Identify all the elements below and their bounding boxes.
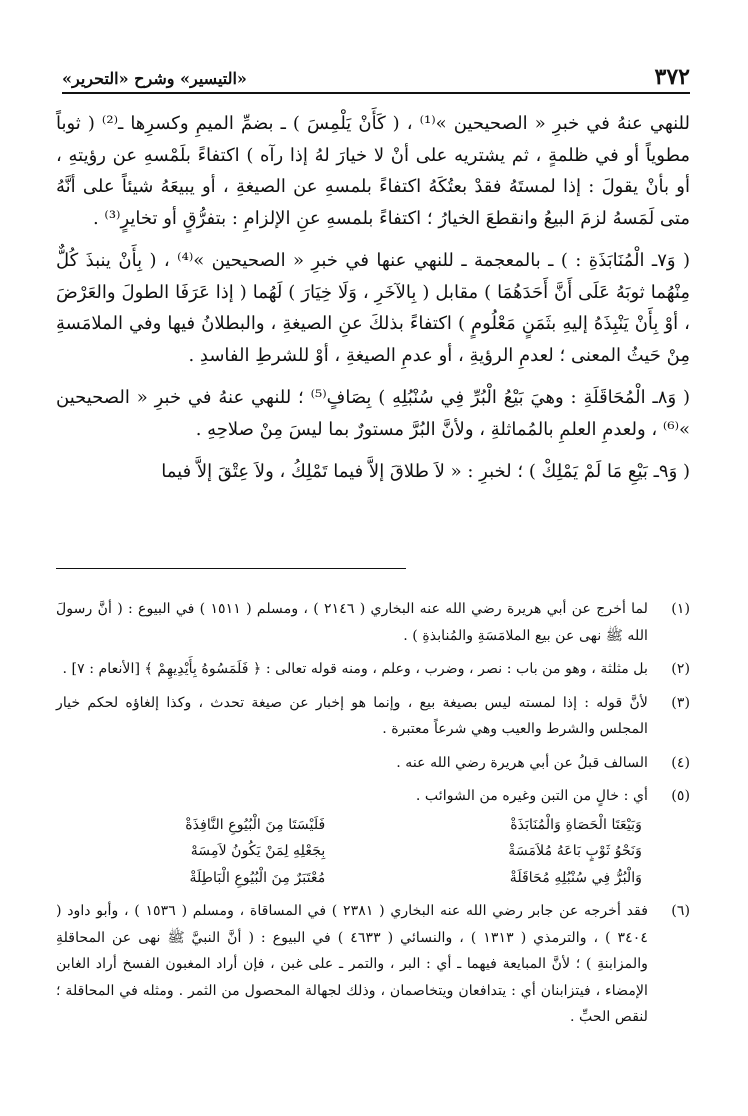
footnote-text: أي : خالٍ من التبن وغيره من الشوائب .: [415, 788, 648, 804]
paragraph: للنهي عنهُ في خبرِ « الصحيحين »⁽¹⁾ ، ( كَأَنْ يَلْمِسَ ) ـ بضمِّ الميمِ وكسرِها ـ⁽²⁾ ( ثوباً مطوياً أو في ظلمةٍ ، ثم يشتريه على أنْ لا خيارَ لهُ إذا رآه ) اكتفاءً بلَمْسهِ عن رؤيتهِ ، أو بأنْ يقولَ : إذا لمستَهُ فقدْ بعتُكَهُ اكتفاءً بلمسهِ عن الصيغةِ ، أو يبيعَهُ شيئاً على أنَّهُ متى لَمَسهُ لزمَ البيعُ وانقطعَ الخيارُ ؛ اكتفاءً بلمسهِ عنِ الإلزامِ : بتفرُّقٍ أو تخايرٍ⁽³⁾ .: [56, 113, 690, 229]
verse-first-hemistich: وَنَحْوُ ثَوْبٍ بَاعَهُ مُلاَمَسَةْ: [508, 843, 642, 859]
footnote-text: فقد أخرجه عن جابر رضي الله عنه البخاري ( ٢٣٨١ ) في المساقاة ، ومسلم ( ١٥٣٦ ) ، وأبو داود ( ٣٤٠٤ ) ، والترمذي ( ١٣١٣ ) ، والنسائي ( ٤٦٣٣ ) في البيوع : ( أنَّ النبيَّ ﷺ نهى عن المحاقلةِ والمزابنةِ ) ؛ لأنَّ المبايعة فيهما ـ أي : البر ، والتمر ـ على غبن ، فإن أراد المغبون الفسخ أراد الغابن الإمضاء ، فيتزابنان أي : يتدافعان ويتخاصمان ، وذلك لجهالة المحصول من الثمر . ومثله في المحاقلة ؛ لنقص الحبِّ .: [56, 903, 648, 1025]
poem: [56, 812, 648, 892]
footnote-number: (٤): [671, 754, 690, 771]
footnote-text: لأنَّ قوله : إذا لمسته ليس بصيغة بيع ، وإنما هو إخبار عن صيغة تحدث ، وكذا إلغاؤه لحكم خيار المجلس والشرط والعيب وهي شرعاً معتبرة .: [56, 694, 648, 737]
footnote-text: لما أخرج عن أبي هريرة رضي الله عنه البخاري ( ٢١٤٦ ) ، ومسلم ( ١٥١١ ) في البيوع : ( أنَّ رسولَ الله ﷺ نهى عن بيع الملامَسَةِ والمُنابذةِ ) .: [56, 601, 648, 644]
footnote-number: (٦): [671, 903, 690, 919]
footnotes: [56, 596, 690, 1038]
footnote-number: (١): [671, 601, 690, 617]
footnote-text: السالف قبلُ عن أبي هريرة رضي الله عنه .: [396, 754, 648, 771]
footnote-text: بل مثلثة ، وهو من باب : نصر ، وضرب ، وعلم ، ومنه قوله تعالى : ﴿ فَلَمَسُوهُ بِأَيْدِيهِمْ ﴾ [الأنعام : ٧] .: [62, 661, 648, 677]
verse-second-hemistich: بِجَعْلِهِ لِمَنْ يَكُونُ لاَمِسَهْ: [190, 843, 326, 859]
page-number: ٣٧٢: [654, 64, 690, 90]
paragraph: ( وَ٨ـ الْمُحَاقَلَةِ : وهيَ بَيْعُ الْبُرِّ فِي سُنْبُلِهِ ) بِصَافٍ⁽⁵⁾ ؛ للنهي عنهُ في خبرِ « الصحيحين »⁽⁶⁾ ، ولعدمِ العلمِ بالمُماثلةِ ، ولأنَّ البُرَّ مستورٌ بما ليسَ مِنْ صلاحِهِ .: [56, 387, 691, 440]
footnote-number: (٥): [671, 788, 690, 804]
footnote: [56, 690, 690, 743]
footnote-body: [56, 783, 648, 891]
footnote-number: (٢): [671, 661, 690, 677]
paragraph: ( وَ٧ـ الْمُنَابَذَةِ : ) ـ بالمعجمة ـ للنهي عنها في خبرِ « الصحيحين »⁽⁴⁾ ، ( بِأَنْ ينبذَ كُلٌّ مِنْهُما ثوبَهُ عَلَى أَنَّ أَحَدَهُمَا ) مقابل ( بِالآخَرِ ، وَلَا خِيَارَ ) لَهُما ( إذا عَرَفَا الطولَ والعَرْضَ ، أوْ بِأَنْ يَنْبِذَهُ إليهِ بثَمَنٍ مَعْلُومٍ ) اكتفاءً بذلكَ عنِ الصيغةِ ، والبطلانُ فيها وفي الملامَسةِ مِنْ حَيثُ المعنى ؛ لعدمِ الرؤيةِ ، أو عدمِ الصيغةِ ، أوْ للشرطِ الفاسدِ .: [56, 250, 690, 366]
verse-second-hemistich: فَلَيْسَتَا مِنَ الْبُيُوعِ النَّافِذَةْ: [185, 816, 326, 833]
main-text: [56, 108, 690, 499]
poem-verse: [56, 812, 648, 839]
footnote: [56, 596, 690, 649]
verse-first-hemistich: وَالْبُرُّ فِي سُنْبُلِهِ مُحَاقَلَةْ: [509, 869, 642, 886]
footnote-separator: [56, 568, 406, 569]
verse-first-hemistich: وَبَيْعَتَا الْحَصَاةِ وَالْمُنَابَذَةْ: [510, 816, 642, 833]
footnote: [56, 783, 690, 891]
footnote-number: (٣): [671, 694, 690, 711]
poem-verse: [56, 838, 648, 865]
running-title: «التيسير» وشرح «التحرير»: [62, 69, 247, 88]
poem-verse: [56, 865, 648, 892]
paragraph: ( وَ٩ـ بَيْعِ مَا لَمْ يَمْلِكْ ) ؛ لخبرِ : « لاَ طلاقَ إلاَّ فيما تَمْلِكُ ، ولاَ عِتْقَ إلاَّ فيما: [161, 461, 690, 482]
verse-second-hemistich: مُعْتَبَرٌ مِنَ الْبُيُوعِ الْبَاطِلَةْ: [189, 869, 326, 886]
footnote: [56, 898, 690, 1031]
page-header: [62, 62, 690, 94]
footnote: [56, 750, 690, 777]
footnote: [56, 656, 690, 683]
